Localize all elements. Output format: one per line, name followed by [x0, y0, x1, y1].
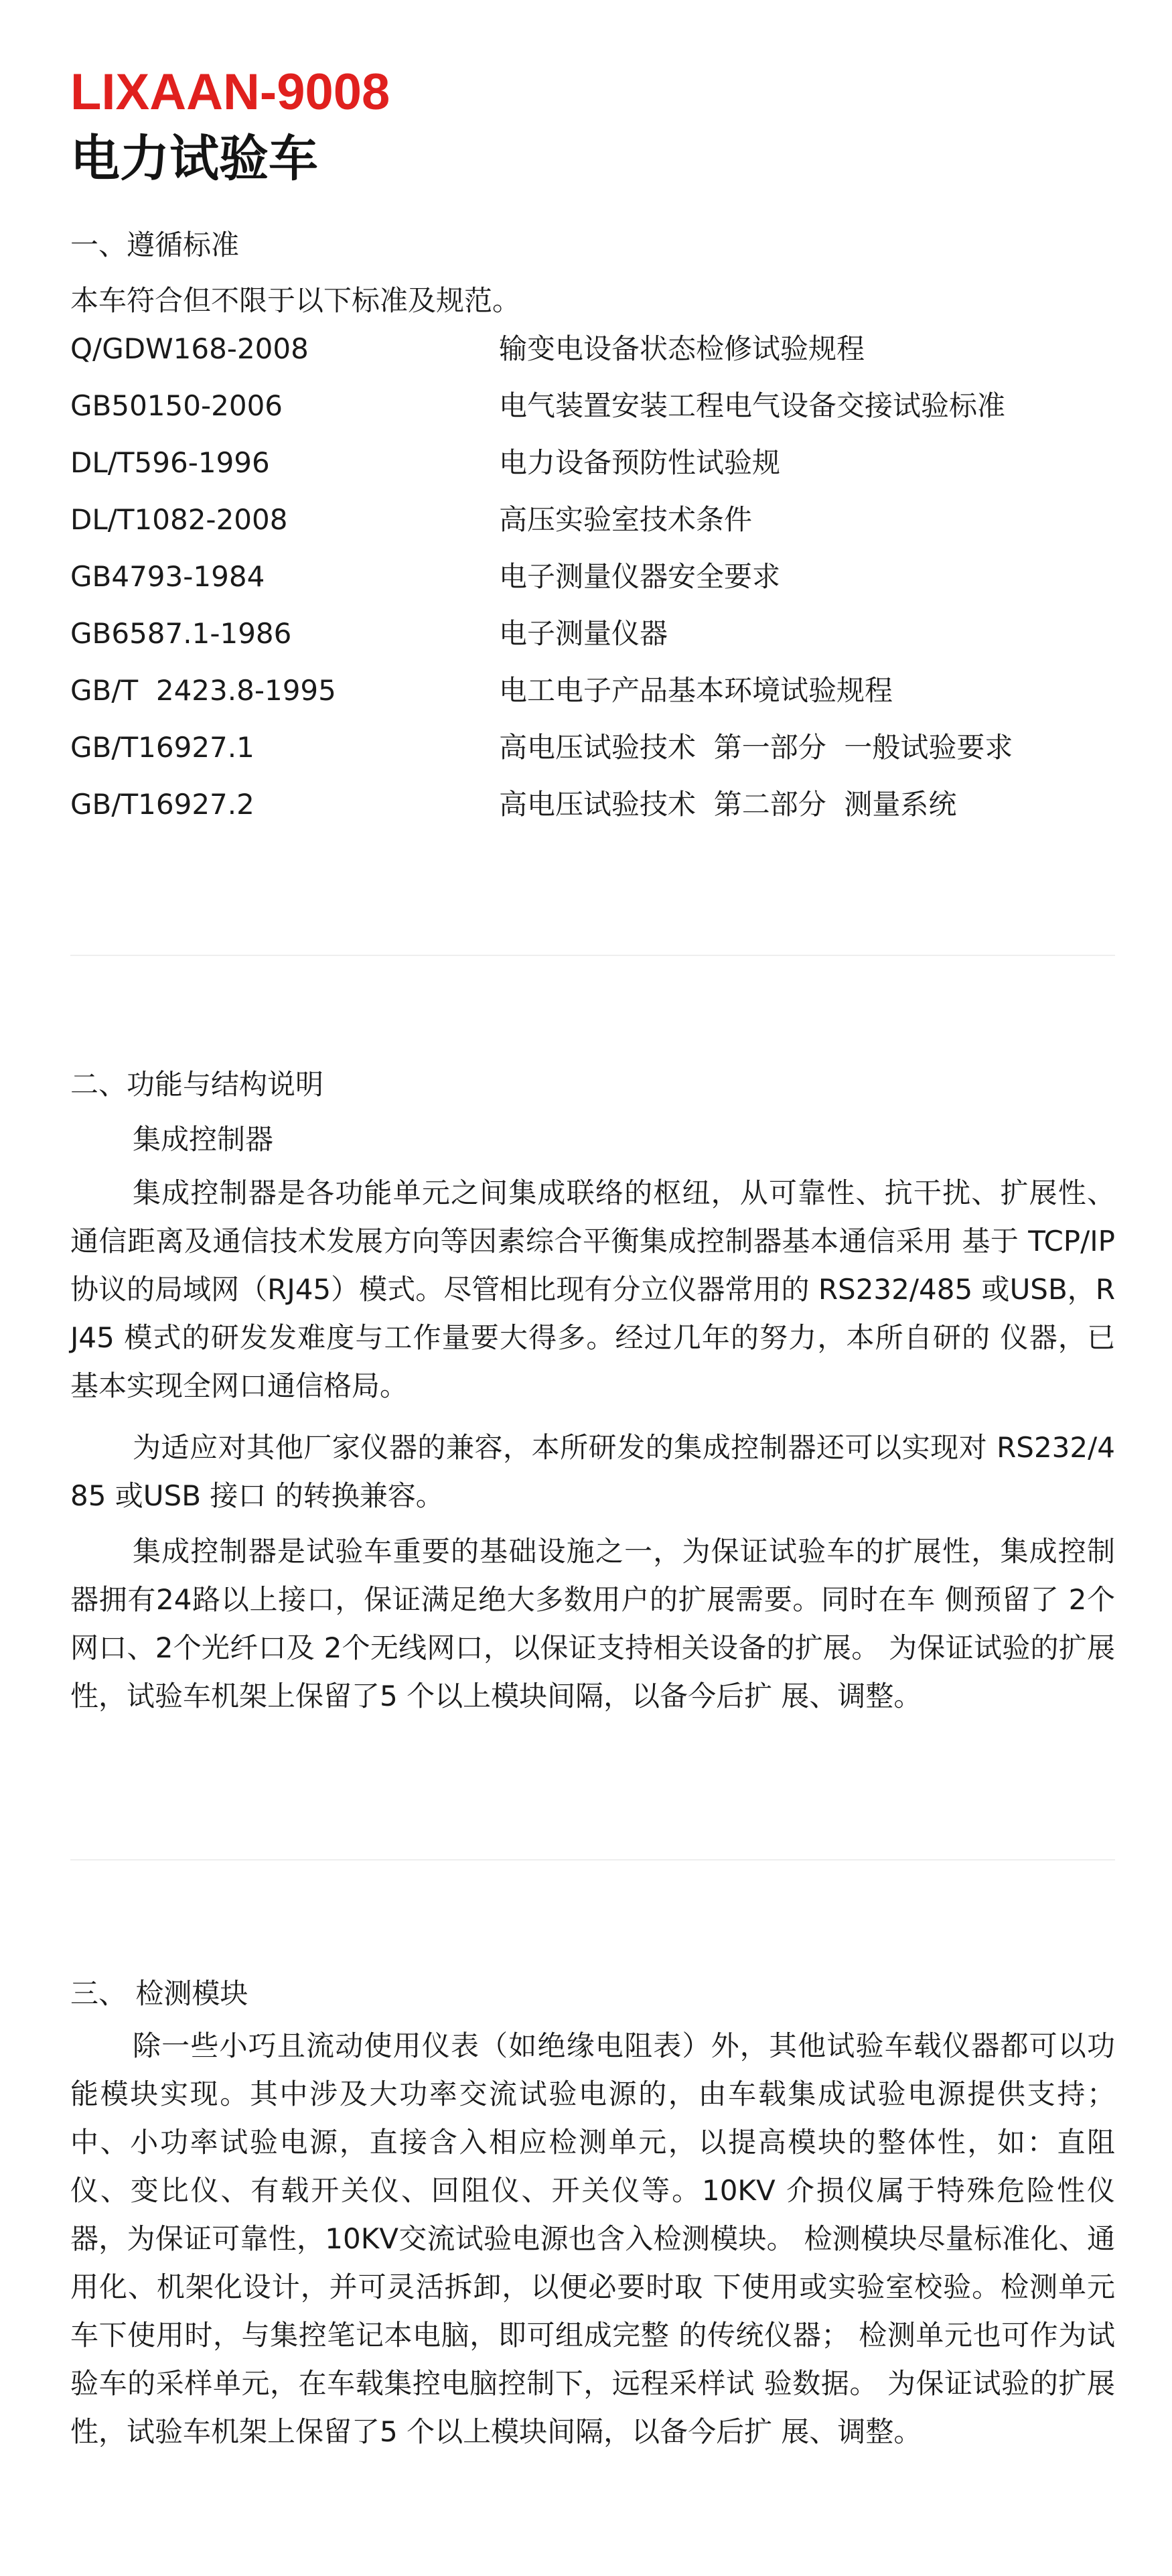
standard-name: 电气装置安装工程电气设备交接试验标准 — [499, 389, 1006, 422]
section-heading-standards: 一、遵循标准 — [70, 228, 240, 261]
standard-name: 电子测量仪器 — [499, 617, 668, 650]
standard-row — [70, 389, 1115, 449]
standards-intro: 本车符合但不限于以下标准及规范。 — [70, 284, 521, 317]
standards-list — [70, 332, 1115, 848]
section-heading-modules: 三、 检测模块 — [70, 1977, 248, 2010]
standard-row — [70, 788, 1115, 848]
paragraph: 集成控制器是试验车重要的基础设施之一，为保证试验车的扩展性，集成控制器拥有24路以上接口，保证满足绝大多数用户的扩展需要。同时在车 侧预留了 2个网口、2个光纤口及 2个无线网口，以保证支持相关设备的扩展。 为保证试验的扩展性，试验车机架上保留了5 个以上模块间隔，以备今后扩 展、调整。 — [70, 1535, 1115, 1712]
standard-name: 高压实验室技术条件 — [499, 503, 753, 536]
section-divider — [70, 1859, 1115, 1860]
standard-name: 输变电设备状态检修试验规程 — [499, 332, 865, 365]
standard-name: 电工电子产品基本环境试验规程 — [499, 674, 893, 707]
section-divider — [70, 955, 1115, 956]
paragraph: 除一些小巧且流动使用仪表（如绝缘电阻表）外，其他试验车载仪器都可以功能模块实现。其中涉及大功率交流试验电源的，由车载集成试验电源提供支持； 中、小功率试验电源，直接含入相应检测单元，以提高模块的整体性，如：直阻 仪、变比仪、有载开关仪、回阻仪、开关仪等。10KV 介损仪属于特殊危险性仪 器，为保证可靠性，10KV交流试验电源也含入检测模块。 检测模块尽量标准化、通用化、机架化设计，并可灵活拆卸，以便必要时取 下使用或实验室校验。检测单元车下使用时，与集控笔记本电脑，即可组成完整 的传统仪器； 检测单元也可作为试验车的采样单元，在车载集控电脑控制下，远程采样试 验数据。 为保证试验的扩展性，试验车机架上保留了5 个以上模块间隔，以备今后扩 展、调整。 — [70, 2029, 1115, 2448]
paragraph: 为适应对其他厂家仪器的兼容，本所研发的集成控制器还可以实现对 RS232/485 或USB 接口 的转换兼容。 — [70, 1431, 1115, 1512]
standard-row — [70, 674, 1115, 734]
standard-code: GB/T16927.1 — [70, 731, 254, 764]
standard-code: DL/T596-1996 — [70, 446, 270, 479]
standard-name: 高电压试验技术 第一部分 一般试验要求 — [499, 731, 1013, 764]
standard-code: Q/GDW168-2008 — [70, 332, 309, 365]
standard-name: 高电压试验技术 第二部分 测量系统 — [499, 788, 957, 821]
standard-name: 电力设备预防性试验规 — [499, 446, 781, 479]
standard-row — [70, 560, 1115, 620]
standard-code: GB6587.1-1986 — [70, 617, 292, 650]
standard-code: GB50150-2006 — [70, 389, 283, 422]
paragraph: 集成控制器是各功能单元之间集成联络的枢纽，从可靠性、抗干扰、扩展性、 通信距离及通信技术发展方向等因素综合平衡集成控制器基本通信采用 基于 TCP/IP 协议的局域网（RJ45）模式。尽管相比现有分立仪器常用的 RS232/485 或USB，RJ45 模式的研发发难度与工作量要大得多。经过几年的努力，本所自研的 仪器，已基本实现全网口通信格局。 — [70, 1176, 1115, 1402]
product-title: 电力试验车 — [70, 130, 318, 188]
subsection-title: 集成控制器 — [133, 1123, 274, 1156]
standard-code: GB/T 2423.8-1995 — [70, 674, 336, 707]
standard-name: 电子测量仪器安全要求 — [499, 560, 781, 593]
standard-code: GB4793-1984 — [70, 560, 265, 593]
standard-row — [70, 332, 1115, 392]
standard-row — [70, 731, 1115, 791]
standard-code: GB/T16927.2 — [70, 788, 254, 821]
model-title: LIXAAN-9008 — [70, 64, 390, 121]
standard-code: DL/T1082-2008 — [70, 503, 288, 536]
standard-row — [70, 503, 1115, 563]
standard-row — [70, 617, 1115, 677]
standard-row — [70, 446, 1115, 506]
section-heading-functions: 二、功能与结构说明 — [70, 1068, 324, 1101]
